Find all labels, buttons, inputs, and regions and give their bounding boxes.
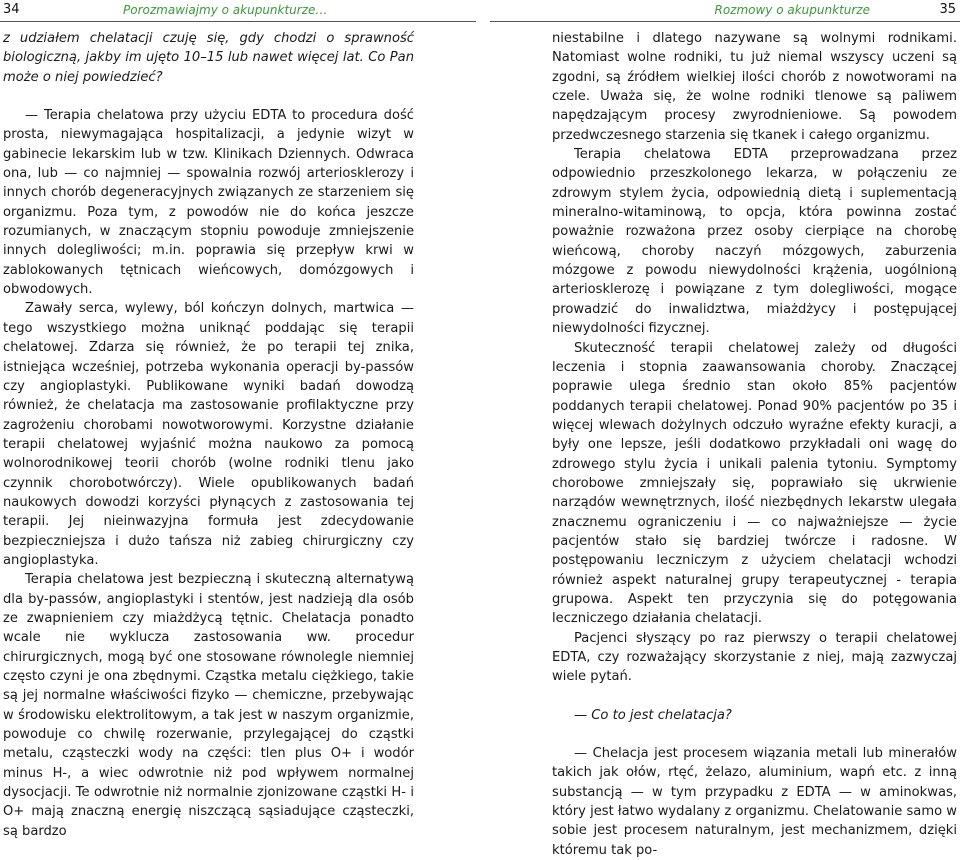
header-rule [0, 21, 476, 22]
body-paragraph: Terapia chelatowa EDTA przeprowadzana przez odpowiednio przeszkolonego lekarza, w połączeniu ze zdrowym stylem życia, odpowiednią dietą i suplementacją mineralno-witaminową, to opcja, która powinna zostać poważnie rozważona przez osoby cierpiące na chorobę wieńcową, choroby naczyń mózgowych, zaburzenia mózgowe z powodu niewydolności krążenia, uogólnioną arteriosklerozę i powiązane z tym dolegliwości, mogące prowadzić do inwalidztwa, miażdżycy i postępującej niewydolności fizycznej. [552, 147, 957, 337]
body-paragraph: niestabilne i dlatego nazywane są wolnymi rodnikami. Natomiast wolne rodniki, tu już niemal wszyscy uczeni są zgodni, są źródłem wielkiej ilości chorób z nowotworami na czele. Uważa się, że wolne rodniki tlenowe są paliwem napędzającym procesy zwyrodnieniowe. Są powodem przedwczesnego starzenia się tkanek i całego organizmu. [552, 31, 957, 143]
right-page-header [480, 0, 960, 22]
page-number: 35 [939, 2, 956, 17]
interview-question: — Co to jest chelatacja? [574, 707, 732, 723]
right-page [480, 0, 960, 858]
header-rule [490, 21, 960, 22]
left-page [0, 0, 480, 839]
left-page-header [0, 0, 480, 22]
body-paragraph: Zawały serca, wylewy, ból kończyn dolnych, martwica — tego wszystkiego można uniknąć poddając się terapii chelatowej. Zdarza się również, że po terapii tej znika, istniejąca wcześniej, potrzeba wykonania operacji by-passów czy angioplastyki. Publikowane wyniki badań dowodzą również, że chelatacja ma zastosowanie profilaktyczne przy zagrożeniu chorobami nowotworowymi. Korzystne działanie terapii chelatowej wyjaśnić można naukowo za pomocą wolnorodnikowej teorii chorób (wolne rodniki tlenu jako czynnik chorobotwórczy). Wiele opublikowanych badań naukowych dowodzi korzyści płynących z zastosowania tej terapii. Jej nieinwazyjna formuła jest zdecydowanie bezpieczniejsza i dużo tańsza niż zabieg chirurgiczny czy angioplastyka. [3, 301, 414, 568]
left-text-column [3, 29, 414, 841]
body-paragraph: Terapia chelatowa jest bezpieczną i skuteczną alternatywą dla by-passów, angioplastyki i stentów, jest nadzieją dla osób ze zwapnieniem czy miażdżycą tętnic. Chelatacja ponadto wcale nie wyklucza zastosowania ww. procedur chirurgicznych, mogą być one stosowane równolegle niemniej często czyni je ona zbędnymi. Cząstka metalu ciężkiego, takie są jej normalne właściwości fizyko — chemiczne, przebywając w środowisku elektrolitowym, a tak jest w naszym organizmie, powoduje co chwilę rozerwanie, przylegającej do cząstki metalu, cząsteczki wody na części: tlen plus O+ i wodór minus H-, a wiec odwrotnie niż pod wpływem normalnej dysocjacji. Te odwrotnie niż normalnie zjonizowane cząstki H- i O+ mają znaczną energię niszczącą sąsiadujące cząsteczki, są bardzo [3, 572, 414, 839]
page-number: 34 [3, 2, 20, 17]
question-continuation: z udziałem chelatacji czuję się, gdy chodzi o sprawność biologiczną, jakby im ujęto 10–15 lub nawet więcej lat. Co Pan może o niej powiedzieć? [3, 31, 414, 85]
body-paragraph: Pacjenci słyszący po raz pierwszy o terapii chelatowej EDTA, czy rozważający skorzystanie z niej, mają zazwyczaj wiele pytań. [552, 630, 957, 685]
paragraph-gap [3, 87, 414, 106]
answer-paragraph: — Terapia chelatowa przy użyciu EDTA to procedura dość prosta, niewymagająca hospitalizacji, a jedynie wizyt w gabinecie lekarskim lub w tzw. Klinikach Dziennych. Odwraca ona, lub — co najmniej — spowalnia rozwój arteriosklerozy i innych chorób degeneracyjnych związanych ze starzeniem się organizmu. Poza tym, z powodów nie do końca jeszcze rozumianych, w znaczącym stopniu powoduje zmniejszenie innych dolegliwości; m.in. poprawia się przepływ krwi w zablokowanych tętnicach wieńcowych, domózgowych i obwodowych. [3, 108, 414, 298]
right-text-column [552, 29, 957, 860]
answer-paragraph: — Chelacja jest procesem wiązania metali lub minerałów takich jak ołów, rtęć, żelazo, aluminium, wapń etc. z inną substancją — w tym przypadku z EDTA — w aminokwas, który jest łatwo wydalany z organizmu. Chelatowanie samo w sobie jest procesem naturalnym, jest mechanizmem, dzięki któremu tak po- [552, 746, 957, 858]
running-title: Porozmawiajmy o akupunkturze… [123, 3, 328, 17]
body-paragraph: Skuteczność terapii chelatowej zależy od długości leczenia i stopnia zaawansowania choroby. Znaczącej poprawie ulega średnio stan około 85% pacjentów poddanych terapii chelatowej. Ponad 90% pacjentów po 35 i więcej wlewach dożylnych odczuło wyraźne efekty kuracji, a były one lepsze, jeśli dodatkowo przykładali oni wagę do zdrowego stylu życia i unikali palenia tytoniu. Symptomy chorobowe zmniejszały się, poprawiało się ukrwienie narządów wewnętrznych, ilość niezbędnych lekarstw ulegała znacznemu ograniczeniu i — co najważniejsze — życie pacjentów stało się bardziej twórcze i radosne. W postępowaniu leczniczym z użyciem chelatacji wchodzi również aspekt naturalnej grupy terapeutycznej - terapia grupowa. Aspekt ten przyczynia się do potęgowania leczniczego działania chelatacji. [552, 340, 957, 627]
running-title: Rozmowy o akupunkturze [714, 3, 870, 17]
paragraph-gap [552, 687, 957, 706]
paragraph-gap [552, 725, 957, 744]
